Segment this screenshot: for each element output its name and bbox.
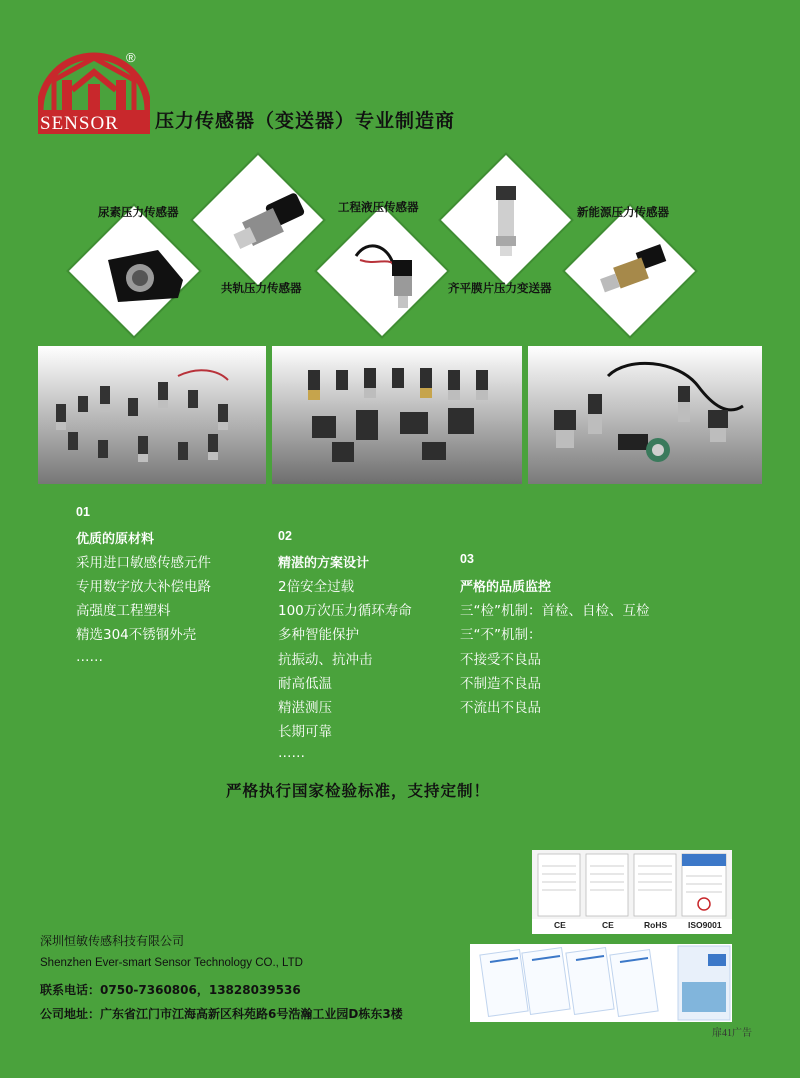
product-label-hydraulic: 工程液压传感器: [338, 200, 419, 214]
feature-item: 专用数字放大补偿电路: [76, 579, 211, 595]
phone-number: 0750-7360806，13828039536: [100, 983, 301, 997]
feature-item: 长期可靠: [278, 724, 332, 740]
product-photo-2: [272, 346, 522, 484]
feature-title-raw-materials: 优质的原材料: [76, 532, 155, 547]
feature-title-design: 精湛的方案设计: [278, 556, 370, 571]
feature-item: 2倍安全过载: [278, 579, 355, 595]
certificate-panel-bottom: [470, 944, 732, 1022]
certificate-label-ce: CE: [554, 920, 566, 930]
product-label-urea: 尿素压力传感器: [98, 205, 179, 219]
flush-diaphragm-transmitter-image: [486, 184, 526, 258]
feature-item: 抗振动、抗冲击: [278, 652, 373, 668]
address-label: 公司地址：: [40, 1007, 101, 1021]
product-label-flush-diaphragm: 齐平膜片压力变送器: [448, 281, 552, 295]
feature-item: 精湛测压: [278, 700, 332, 716]
phone-label: 联系电话：: [40, 983, 101, 997]
contact-phone: [40, 981, 301, 998]
feature-item: ……: [278, 745, 305, 761]
company-name-cn: 深圳恒敏传感科技有限公司: [40, 934, 185, 948]
feature-item: 不接受不良品: [460, 652, 541, 668]
certificate-label-rohs: RoHS: [644, 920, 668, 930]
product-photo-3: [528, 346, 762, 484]
feature-item: 耐高低温: [278, 676, 332, 692]
feature-item: 不流出不良品: [460, 700, 541, 716]
feature-item: 高强度工程塑料: [76, 603, 171, 619]
slogan: 严格执行国家检验标准，支持定制！: [226, 782, 491, 800]
feature-item: 多种智能保护: [278, 627, 359, 643]
certificate-label-ce: CE: [602, 920, 614, 930]
feature-number-01: 01: [76, 505, 90, 519]
contact-address: [40, 1005, 403, 1022]
feature-number-02: 02: [278, 529, 292, 543]
common-rail-sensor-image: [228, 190, 318, 260]
feature-item: ……: [76, 649, 103, 665]
new-energy-sensor-image: [594, 244, 678, 304]
feature-item: 三“检”机制：首检、自检、互检: [460, 603, 650, 619]
headline: 压力传感器（变送器）专业制造商: [155, 110, 456, 132]
feature-item: 不制造不良品: [460, 676, 541, 692]
certificate-labels: [532, 919, 732, 934]
product-photo-1: [38, 346, 266, 484]
certificate-label-iso9001: ISO9001: [688, 920, 722, 930]
feature-item: 精选304不锈钢外壳: [76, 627, 197, 643]
feature-number-03: 03: [460, 552, 474, 566]
company-name-en: Shenzhen Ever-smart Sensor Technology CO., LTD: [40, 957, 303, 969]
feature-item: 100万次压力循环寿命: [278, 603, 412, 619]
hydraulic-sensor-image: [348, 236, 438, 312]
feature-item: 三“不”机制：: [460, 627, 542, 643]
logo-wordmark: SENSOR: [40, 113, 119, 134]
product-label-common-rail: 共轨压力传感器: [221, 281, 302, 295]
certificate-panel-top: [532, 850, 732, 934]
urea-sensor-image: [98, 240, 188, 310]
address-text: 广东省江门市江海高新区科苑路6号浩瀚工业园D栋东3楼: [100, 1007, 403, 1021]
feature-item: 采用进口敏感传感元件: [76, 555, 211, 571]
feature-title-quality: 严格的品质监控: [460, 580, 552, 595]
product-label-new-energy: 新能源压力传感器: [577, 205, 669, 219]
ad-reference: 扉41广告: [712, 1028, 752, 1039]
registered-mark: ®: [126, 50, 136, 65]
